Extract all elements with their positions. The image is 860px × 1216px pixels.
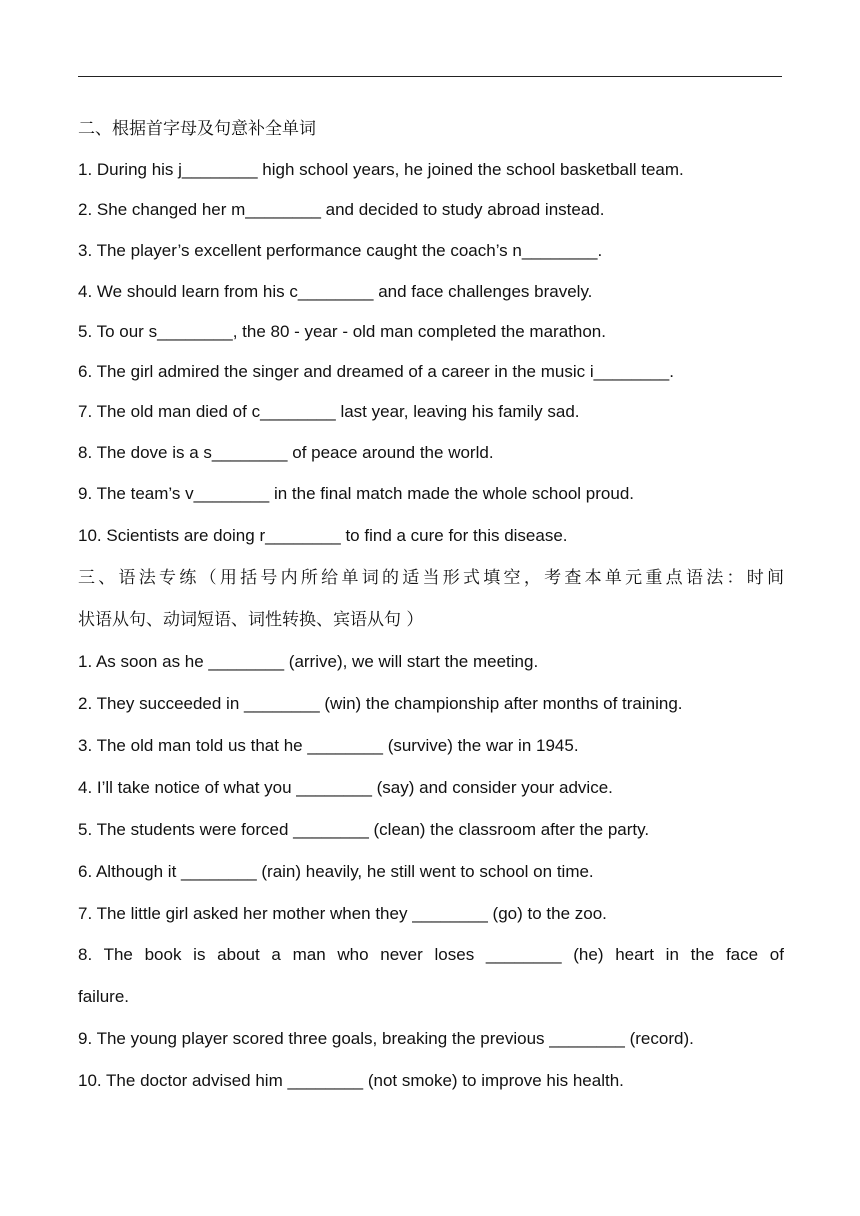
section-2-item-8: 8. The dove is a s________ of peace around the world. <box>78 443 494 462</box>
section-3-item-8-continuation: failure. <box>78 987 130 1006</box>
section-2-item-10: 10. Scientists are doing r________ to find a cure for this disease. <box>78 526 568 545</box>
section-2-item-3: 3. The player’s excellent performance caught the coach’s n________. <box>78 241 603 260</box>
section-3-item-4: 4. I’ll take notice of what you ________ (say) and consider your advice. <box>78 778 613 797</box>
section-2-heading: 二、根据首字母及句意补全单词 <box>78 119 316 139</box>
section-3-item-6: 6. Although it ________ (rain) heavily, he still went to school on time. <box>78 862 594 881</box>
section-2-item-6: 6. The girl admired the singer and dreamed of a career in the music i________. <box>78 362 674 381</box>
section-2-item-9: 9. The team’s v________ in the final match made the whole school proud. <box>78 484 635 503</box>
section-3-item-2: 2. They succeeded in ________ (win) the championship after months of training. <box>78 694 683 713</box>
section-2-item-5: 5. To our s________, the 80 - year - old man completed the marathon. <box>78 322 606 341</box>
section-2-item-2: 2. She changed her m________ and decided to study abroad instead. <box>78 200 605 219</box>
section-3-item-3: 3. The old man told us that he ________ (survive) the war in 1945. <box>78 736 579 755</box>
section-3-item-9: 9. The young player scored three goals, breaking the previous ________ (record). <box>78 1029 694 1048</box>
section-3-item-5: 5. The students were forced ________ (clean) the classroom after the party. <box>78 820 650 839</box>
section-3-heading-line-1: 三、语法专练（用括号内所给单词的适当形式填空，考查本单元重点语法：时间 <box>78 568 784 588</box>
section-2-item-4: 4. We should learn from his c________ and face challenges bravely. <box>78 282 593 301</box>
section-3-heading-line-2: 状语从句、动词短语、词性转换、宾语从句 ） <box>78 610 424 630</box>
section-3-item-7: 7. The little girl asked her mother when they ________ (go) to the zoo. <box>78 904 607 923</box>
section-3-item-1: 1. As soon as he ________ (arrive), we will start the meeting. <box>78 652 539 671</box>
header-rule <box>78 76 782 77</box>
section-2-item-7: 7. The old man died of c________ last year, leaving his family sad. <box>78 402 580 421</box>
section-3-item-10: 10. The doctor advised him ________ (not smoke) to improve his health. <box>78 1071 624 1090</box>
section-3-item-8: 8. The book is about a man who never loses ________ (he) heart in the face of <box>78 945 784 964</box>
section-2-item-1: 1. During his j________ high school years, he joined the school basketball team. <box>78 160 684 179</box>
